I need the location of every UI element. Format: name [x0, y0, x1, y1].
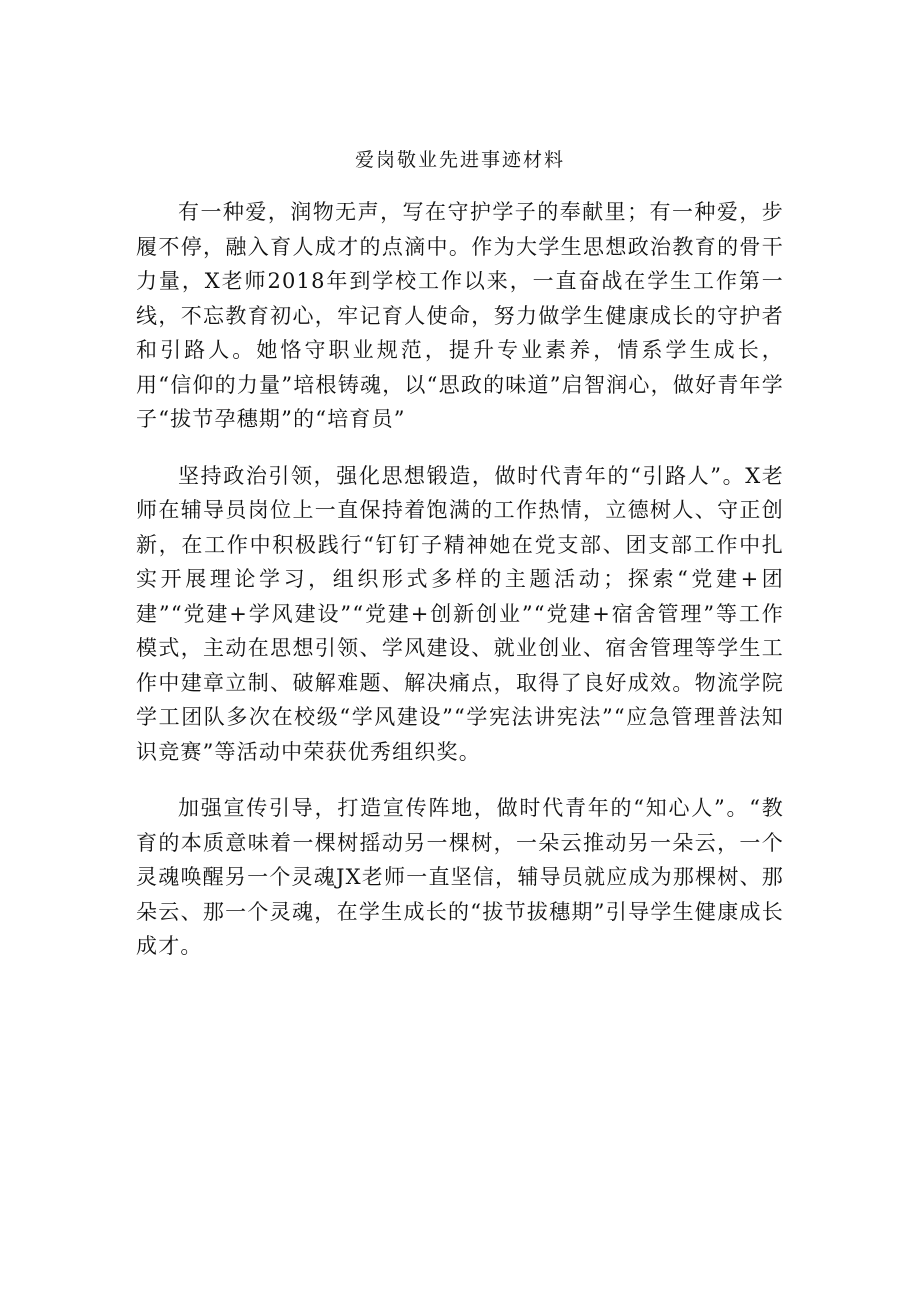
- paragraph-intro: 有一种爱，润物无声，写在守护学子的奉献里；有一种爱，步履不停，融入育人成才的点滴中。作为大学生思想政治教育的骨干力量，X老师2018年到学校工作以来，一直奋战在学生工作第一线，不忘教育初心，牢记育人使命，努力做学生健康成长的守护者和引路人。她恪守职业规范，提升专业素养，情系学生成长，用“信仰的力量”培根铸魂，以“思政的味道”启智润心，做好青年学子“拔节孕穗期”的“培育员”: [136, 200, 784, 431]
- paragraph-political-guidance: 坚持政治引领，强化思想锻造，做时代青年的“引路人”。X老师在辅导员岗位上一直保持着饱满的工作热情，立德树人、守正创新，在工作中积极践行“钉钉子精神她在党支部、团支部工作中扎实开展理论学习，组织形式多样的主题活动；探索“党建+团建”“党建+学风建设”“党建+创新创业”“党建+宿舍管理”等工作模式，主动在思想引领、学风建设、就业创业、宿舍管理等学生工作中建章立制、破解难题、解决痛点，取得了良好成效。物流学院学工团队多次在校级“学风建设”“学宪法讲宪法”“应急管理普法知识竞赛”等活动中荣获优秀组织奖。: [136, 463, 784, 764]
- paragraph-publicity-guidance: 加强宣传引导，打造宣传阵地，做时代青年的“知心人”。“教育的本质意味着一棵树摇动另一棵树，一朵云推动另一朵云，一个灵魂唤醒另一个灵魂JX老师一直坚信，辅导员就应成为那棵树、那朵云、那一个灵魂，在学生成长的“拔节拔穗期”引导学生健康成长成才。: [136, 796, 784, 958]
- page-title: 爱岗敬业先进事迹材料: [354, 149, 565, 171]
- document-body: [136, 195, 784, 986]
